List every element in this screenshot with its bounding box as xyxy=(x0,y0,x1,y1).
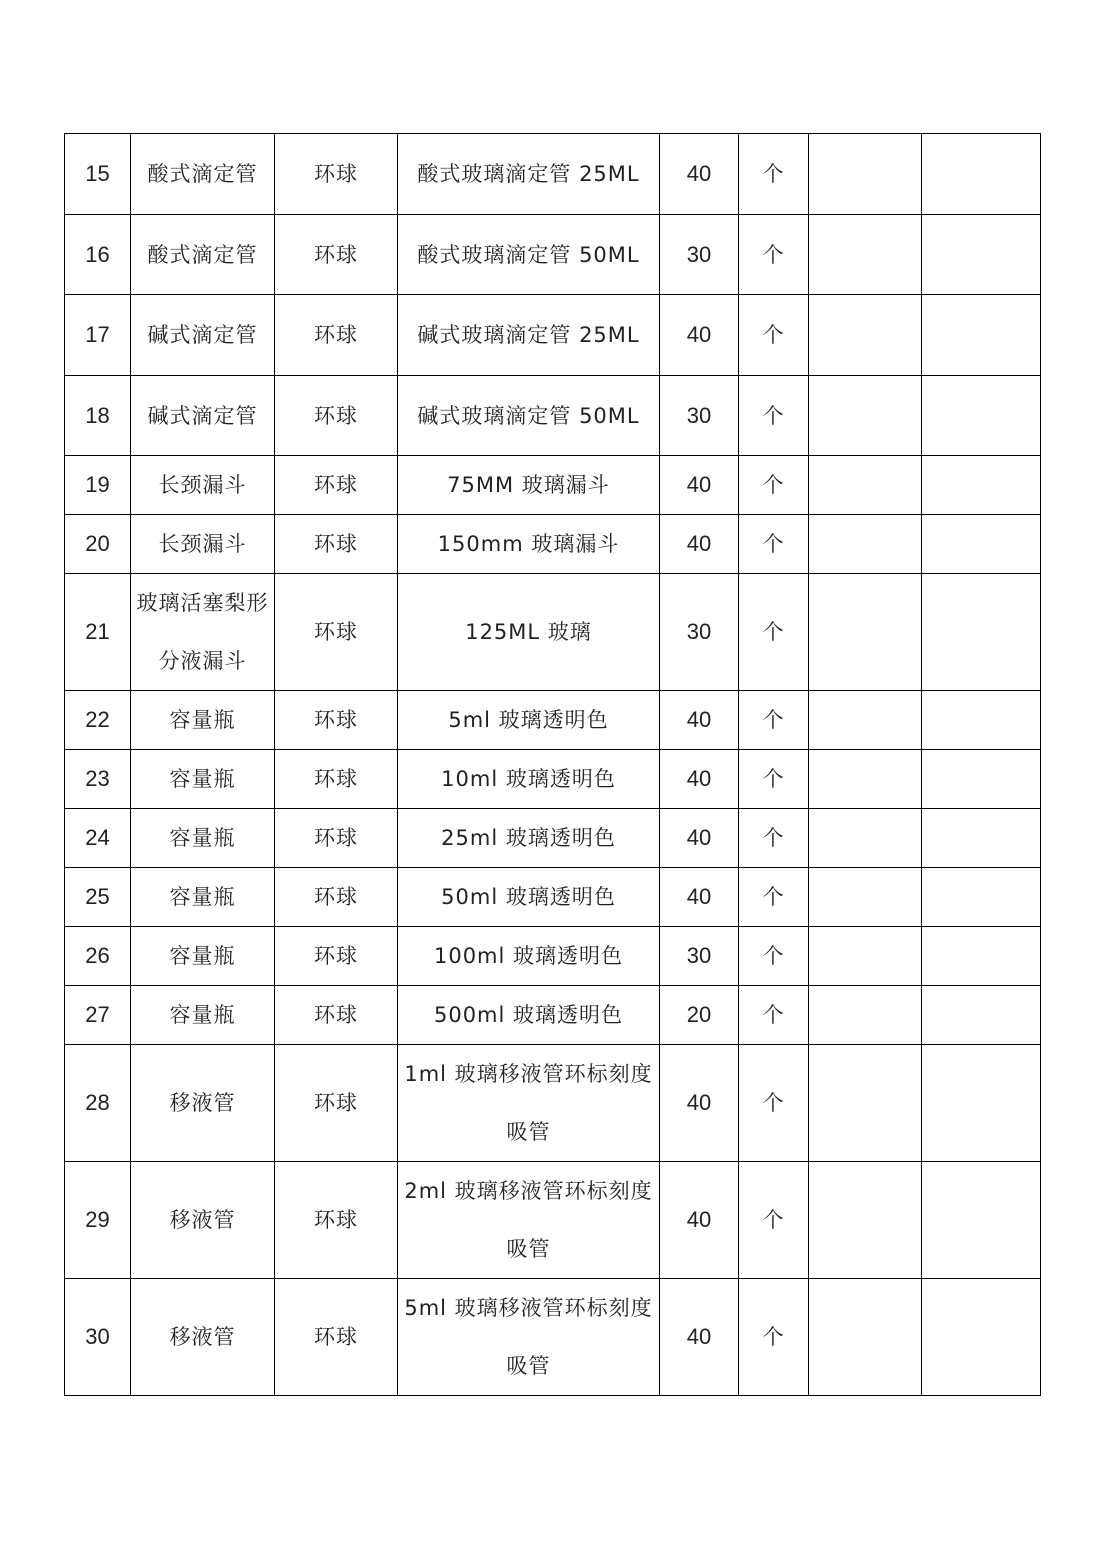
item-brand: 环球 xyxy=(275,456,398,515)
item-spec: 碱式玻璃滴定管 25ML xyxy=(398,295,660,376)
item-unit: 个 xyxy=(739,868,809,927)
item-number: 30 xyxy=(65,1279,131,1396)
item-total xyxy=(922,295,1041,376)
item-unit-price xyxy=(809,574,922,691)
item-name: 容量瓶 xyxy=(131,927,275,986)
item-unit-price xyxy=(809,456,922,515)
item-spec: 150mm 玻璃漏斗 xyxy=(398,515,660,574)
item-name: 容量瓶 xyxy=(131,809,275,868)
table-row xyxy=(65,134,1041,215)
item-unit: 个 xyxy=(739,376,809,456)
table-row xyxy=(65,515,1041,574)
item-spec: 酸式玻璃滴定管 25ML xyxy=(398,134,660,215)
item-quantity: 30 xyxy=(660,376,739,456)
item-name: 容量瓶 xyxy=(131,868,275,927)
item-total xyxy=(922,215,1041,295)
item-quantity: 40 xyxy=(660,1045,739,1162)
table-row xyxy=(65,809,1041,868)
item-quantity: 40 xyxy=(660,1162,739,1279)
item-number: 18 xyxy=(65,376,131,456)
item-quantity: 40 xyxy=(660,868,739,927)
item-brand: 环球 xyxy=(275,868,398,927)
item-unit-price xyxy=(809,927,922,986)
item-unit: 个 xyxy=(739,750,809,809)
item-spec: 500ml 玻璃透明色 xyxy=(398,986,660,1045)
item-spec: 5ml 玻璃透明色 xyxy=(398,691,660,750)
item-number: 24 xyxy=(65,809,131,868)
item-spec: 100ml 玻璃透明色 xyxy=(398,927,660,986)
item-number: 19 xyxy=(65,456,131,515)
table-row xyxy=(65,456,1041,515)
item-total xyxy=(922,376,1041,456)
item-spec: 10ml 玻璃透明色 xyxy=(398,750,660,809)
item-quantity: 30 xyxy=(660,215,739,295)
item-spec: 50ml 玻璃透明色 xyxy=(398,868,660,927)
item-name: 容量瓶 xyxy=(131,986,275,1045)
item-name: 碱式滴定管 xyxy=(131,295,275,376)
item-unit: 个 xyxy=(739,515,809,574)
item-total xyxy=(922,750,1041,809)
item-spec: 碱式玻璃滴定管 50ML xyxy=(398,376,660,456)
item-total xyxy=(922,574,1041,691)
item-unit-price xyxy=(809,515,922,574)
item-number: 16 xyxy=(65,215,131,295)
item-total xyxy=(922,1162,1041,1279)
item-unit-price xyxy=(809,1279,922,1396)
item-brand: 环球 xyxy=(275,809,398,868)
item-name: 移液管 xyxy=(131,1045,275,1162)
item-spec: 25ml 玻璃透明色 xyxy=(398,809,660,868)
item-number: 29 xyxy=(65,1162,131,1279)
item-unit-price xyxy=(809,376,922,456)
item-name: 移液管 xyxy=(131,1279,275,1396)
item-spec: 1ml 玻璃移液管环标刻度吸管 xyxy=(398,1045,660,1162)
item-brand: 环球 xyxy=(275,134,398,215)
table-row xyxy=(65,1279,1041,1396)
item-unit-price xyxy=(809,868,922,927)
item-name: 移液管 xyxy=(131,1162,275,1279)
table-row xyxy=(65,215,1041,295)
item-name: 长颈漏斗 xyxy=(131,456,275,515)
table-row xyxy=(65,750,1041,809)
item-total xyxy=(922,986,1041,1045)
item-unit-price xyxy=(809,750,922,809)
item-number: 23 xyxy=(65,750,131,809)
item-number: 27 xyxy=(65,986,131,1045)
item-unit: 个 xyxy=(739,809,809,868)
item-brand: 环球 xyxy=(275,750,398,809)
item-spec: 酸式玻璃滴定管 50ML xyxy=(398,215,660,295)
item-total xyxy=(922,515,1041,574)
item-total xyxy=(922,868,1041,927)
item-quantity: 40 xyxy=(660,515,739,574)
item-unit-price xyxy=(809,1162,922,1279)
item-name: 玻璃活塞梨形分液漏斗 xyxy=(131,574,275,691)
table-row xyxy=(65,868,1041,927)
item-quantity: 30 xyxy=(660,574,739,691)
item-number: 15 xyxy=(65,134,131,215)
item-brand: 环球 xyxy=(275,1279,398,1396)
item-unit: 个 xyxy=(739,215,809,295)
item-unit-price xyxy=(809,215,922,295)
item-total xyxy=(922,1045,1041,1162)
item-number: 17 xyxy=(65,295,131,376)
item-quantity: 40 xyxy=(660,691,739,750)
item-unit: 个 xyxy=(739,1162,809,1279)
item-unit: 个 xyxy=(739,986,809,1045)
item-quantity: 40 xyxy=(660,295,739,376)
item-unit: 个 xyxy=(739,927,809,986)
item-spec: 5ml 玻璃移液管环标刻度吸管 xyxy=(398,1279,660,1396)
item-name: 容量瓶 xyxy=(131,691,275,750)
item-brand: 环球 xyxy=(275,295,398,376)
item-unit: 个 xyxy=(739,1279,809,1396)
item-brand: 环球 xyxy=(275,1045,398,1162)
item-unit-price xyxy=(809,134,922,215)
table-row xyxy=(65,986,1041,1045)
item-name: 长颈漏斗 xyxy=(131,515,275,574)
item-unit-price xyxy=(809,295,922,376)
item-quantity: 40 xyxy=(660,809,739,868)
item-brand: 环球 xyxy=(275,927,398,986)
item-number: 25 xyxy=(65,868,131,927)
item-quantity: 40 xyxy=(660,456,739,515)
item-quantity: 40 xyxy=(660,134,739,215)
item-unit-price xyxy=(809,809,922,868)
item-brand: 环球 xyxy=(275,215,398,295)
item-quantity: 20 xyxy=(660,986,739,1045)
item-unit: 个 xyxy=(739,295,809,376)
inventory-table-body xyxy=(65,134,1041,1396)
table-row xyxy=(65,1162,1041,1279)
item-number: 26 xyxy=(65,927,131,986)
inventory-table xyxy=(64,133,1041,1396)
item-total xyxy=(922,134,1041,215)
table-row xyxy=(65,574,1041,691)
item-unit-price xyxy=(809,986,922,1045)
item-name: 酸式滴定管 xyxy=(131,134,275,215)
item-brand: 环球 xyxy=(275,376,398,456)
item-total xyxy=(922,456,1041,515)
item-total xyxy=(922,691,1041,750)
item-number: 22 xyxy=(65,691,131,750)
item-unit: 个 xyxy=(739,456,809,515)
item-unit: 个 xyxy=(739,691,809,750)
item-unit-price xyxy=(809,691,922,750)
item-quantity: 40 xyxy=(660,750,739,809)
item-unit: 个 xyxy=(739,1045,809,1162)
item-number: 28 xyxy=(65,1045,131,1162)
item-brand: 环球 xyxy=(275,515,398,574)
item-name: 容量瓶 xyxy=(131,750,275,809)
table-row xyxy=(65,295,1041,376)
item-number: 20 xyxy=(65,515,131,574)
item-brand: 环球 xyxy=(275,574,398,691)
item-name: 酸式滴定管 xyxy=(131,215,275,295)
item-spec: 75MM 玻璃漏斗 xyxy=(398,456,660,515)
item-unit: 个 xyxy=(739,134,809,215)
item-total xyxy=(922,809,1041,868)
item-name: 碱式滴定管 xyxy=(131,376,275,456)
item-spec: 125ML 玻璃 xyxy=(398,574,660,691)
item-unit-price xyxy=(809,1045,922,1162)
item-brand: 环球 xyxy=(275,986,398,1045)
item-unit: 个 xyxy=(739,574,809,691)
item-spec: 2ml 玻璃移液管环标刻度吸管 xyxy=(398,1162,660,1279)
item-brand: 环球 xyxy=(275,1162,398,1279)
item-brand: 环球 xyxy=(275,691,398,750)
table-row xyxy=(65,376,1041,456)
table-row xyxy=(65,927,1041,986)
item-total xyxy=(922,927,1041,986)
table-row xyxy=(65,691,1041,750)
item-quantity: 40 xyxy=(660,1279,739,1396)
item-total xyxy=(922,1279,1041,1396)
item-number: 21 xyxy=(65,574,131,691)
item-quantity: 30 xyxy=(660,927,739,986)
table-row xyxy=(65,1045,1041,1162)
